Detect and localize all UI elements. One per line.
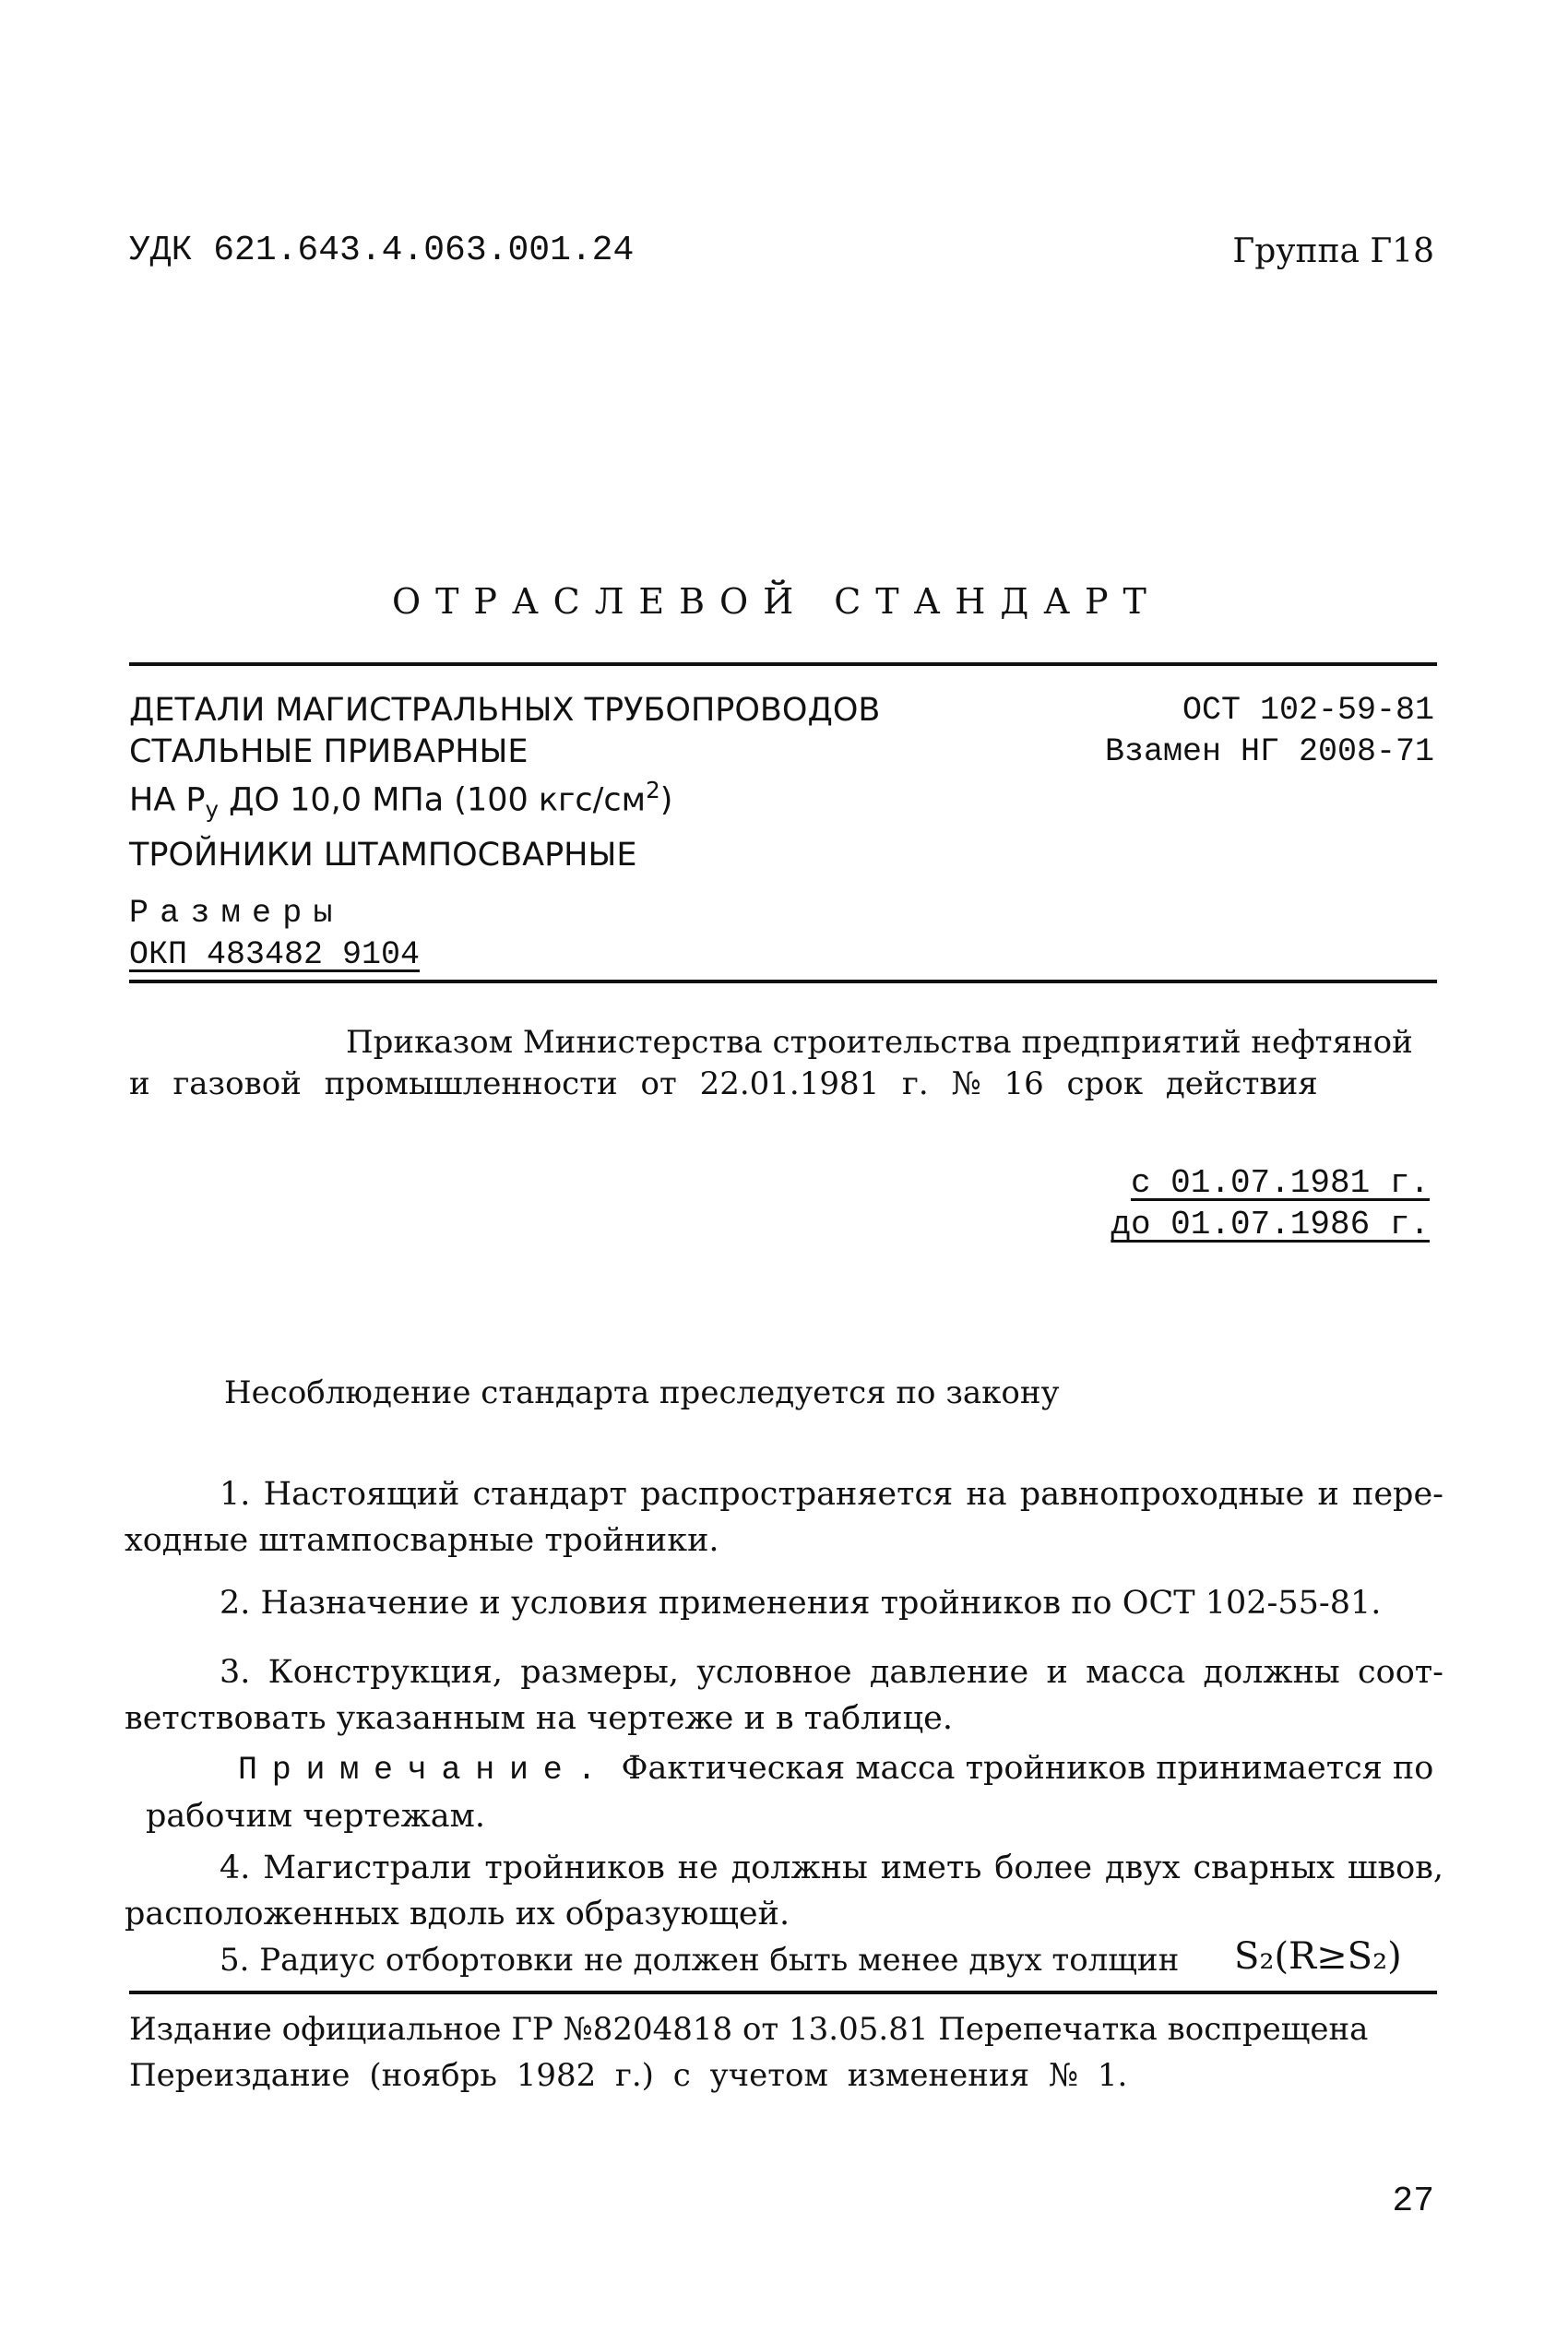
- item-4: 4. Магистрали тройников не должны иметь более двух сварных швов, расположенных вдоль их образующей.: [125, 1849, 1443, 1933]
- designation-line-4: ТРОЙНИКИ ШТАМПОСВАРНЫЕ: [129, 837, 637, 874]
- document-title: ОТРАСЛЕВОЙ СТАНДАРТ: [392, 581, 1161, 622]
- item-1: 1. Настоящий стандарт распространяется на равнопроходные и пере- ходные штампосварные тройники.: [125, 1476, 1443, 1559]
- order-line-1: Приказом Министерства строительства предприятий нефтяной: [346, 1024, 1413, 1061]
- okp-code: ОКП 483482 9104: [129, 936, 421, 973]
- order-line-2: и газовой промышленности от 22.01.1981 г. № 16 срок действия: [129, 1065, 1318, 1102]
- validity-from: с 01.07.1981 г.: [1130, 1164, 1430, 1202]
- bottom-divider: [129, 980, 1437, 983]
- validity-to: до 01.07.1986 г.: [1111, 1206, 1430, 1243]
- edition-line-1: Издание официальное ГР №8204818 от 13.05.81 Перепечатка воспрещена: [129, 2011, 1369, 2048]
- edition-line-2: Переиздание (ноябрь 1982 г.) с учетом изменения № 1.: [129, 2057, 1128, 2094]
- note-label: Примечание.: [238, 1752, 612, 1789]
- page-number: 27: [1392, 2182, 1434, 2221]
- designation-line-2: СТАЛЬНЫЕ ПРИВАРНЫЕ: [129, 733, 529, 770]
- replaces-number: Взамен НГ 2008-71: [1104, 733, 1434, 770]
- designation-line-1: ДЕТАЛИ МАГИСТРАЛЬНЫХ ТРУБОПРОВОДОВ: [129, 692, 881, 729]
- group-code: Группа Г18: [1232, 232, 1434, 270]
- note: [146, 1745, 1437, 1839]
- legal-warning: Несоблюдение стандарта преследуется по закону: [224, 1374, 1060, 1411]
- item-2: 2. Назначение и условия применения тройников по ОСТ 102-55-81.: [220, 1585, 1382, 1622]
- designation-line-3-pre: НА Р: [129, 781, 206, 819]
- item-5: 5. Радиус отбортовки не должен быть менее двух толщин: [220, 1942, 1180, 1979]
- ost-number: ОСТ 102-59-81: [1182, 692, 1434, 729]
- designation-line-3: [129, 777, 672, 823]
- udk-code: УДК 621.643.4.063.001.24: [129, 231, 635, 270]
- designation-line-3-post: ): [659, 781, 673, 819]
- note-text: Фактическая масса тройников принимается по рабочим чертежам.: [146, 1750, 1434, 1835]
- item-5-formula: S₂(R≥S₂): [1234, 1935, 1402, 1978]
- top-divider: [129, 662, 1437, 666]
- designation-line-3-mid: ДО 10,0 МПа (100 кгс/см: [219, 781, 647, 819]
- sizes-label: Размеры: [129, 895, 344, 932]
- designation-line-3-sup: 2: [646, 777, 660, 803]
- designation-line-3-sub: у: [205, 795, 219, 823]
- footer-divider: [129, 1991, 1437, 1994]
- item-3: 3. Конструкция, размеры, условное давление и масса должны соот- ветствовать указанным на чертеже и в таблице.: [125, 1654, 1443, 1737]
